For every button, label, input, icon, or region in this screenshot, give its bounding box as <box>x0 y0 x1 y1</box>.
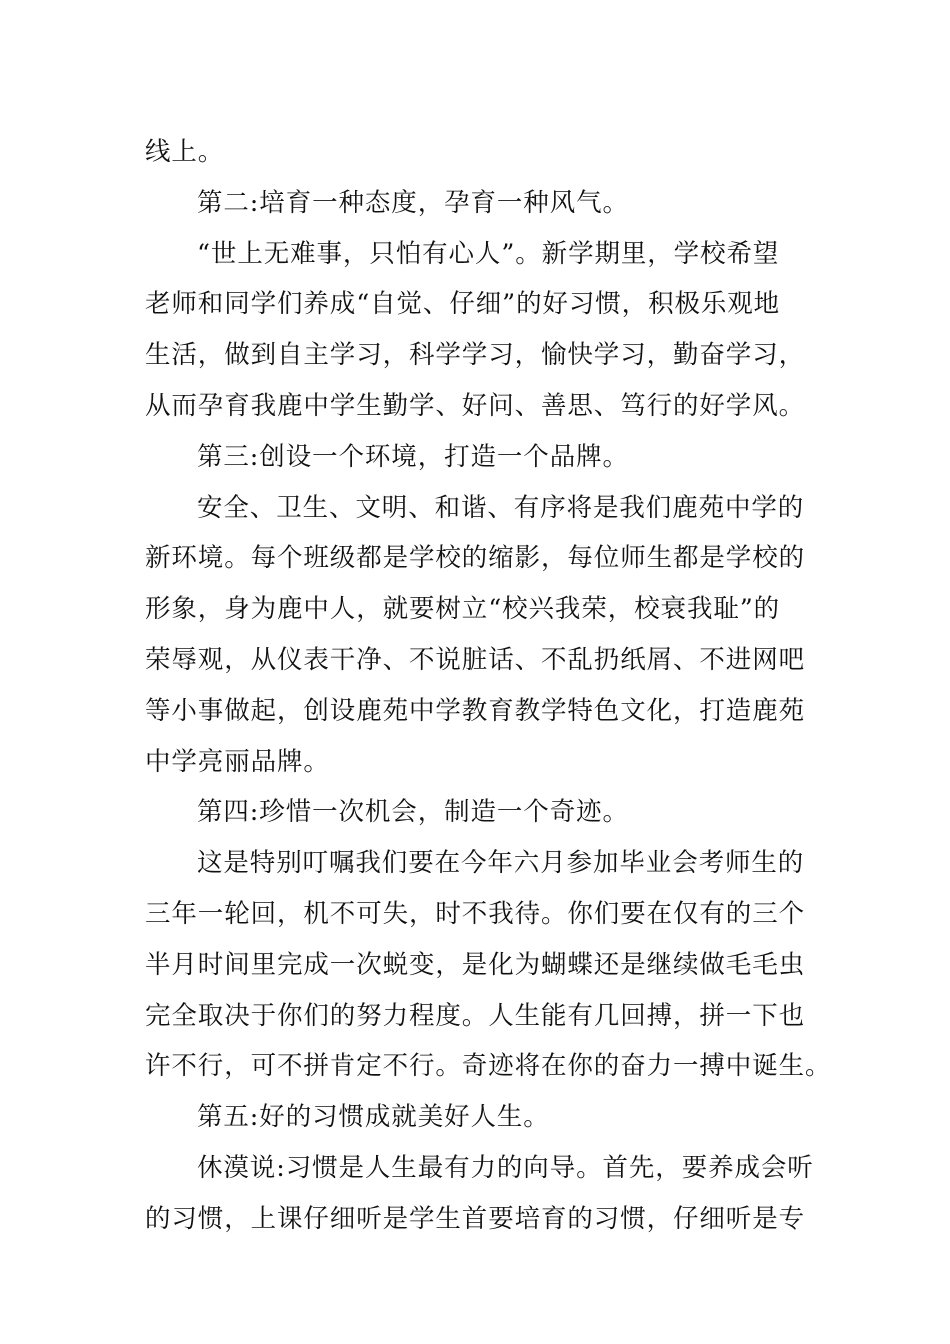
text-line: 线上。 <box>145 137 225 167</box>
text-line: 从而孕育我鹿中学生勤学、好问、善思、笃行的好学风。 <box>145 390 806 421</box>
text-line: 老师和同学们养成“自觉、仔细”的好习惯，积极乐观地 <box>145 289 781 320</box>
text-line: “世上无难事，只怕有心人”。新学期里，学校希望 <box>197 238 780 269</box>
text-line: 休漠说:习惯是人生最有力的向导。首先，要养成会听 <box>197 1152 814 1183</box>
section-heading: 第四:珍惜一次机会，制造一个奇迹。 <box>197 797 629 828</box>
text-line: 半月时间里完成一次蜕变，是化为蝴蝶还是继续做毛毛虫 <box>145 949 806 980</box>
section-heading: 第三:创设一个环境，打造一个品牌。 <box>197 441 629 472</box>
section-heading: 第五:好的习惯成就美好人生。 <box>197 1102 550 1133</box>
text-line: 这是特别叮嘱我们要在今年六月参加毕业会考师生的 <box>197 848 805 879</box>
text-line: 生活，做到自主学习，科学学习，愉快学习，勤奋学习， <box>145 340 806 371</box>
text-line: 形象，身为鹿中人，就要树立“校兴我荣，校衰我耻”的 <box>145 594 781 625</box>
text-line: 的习惯，上课仔细听是学生首要培育的习惯，仔细听是专 <box>145 1203 806 1234</box>
text-line: 完全取决于你们的努力程度。人生能有几回搏，拼一下也 <box>145 1000 806 1031</box>
text-line: 新环境。每个班级都是学校的缩影，每位师生都是学校的 <box>145 543 806 574</box>
section-heading: 第二:培育一种态度，孕育一种风气。 <box>197 187 629 218</box>
text-line: 许不行，可不拼肯定不行。奇迹将在你的奋力一搏中诞生。 <box>145 1051 832 1082</box>
body-text <box>145 127 832 1245</box>
text-line: 安全、卫生、文明、和谐、有序将是我们鹿苑中学的 <box>197 492 805 523</box>
text-line: 三年一轮回，机不可失，时不我待。你们要在仅有的三个 <box>145 898 806 929</box>
text-line: 荣辱观，从仪表干净、不说脏话、不乱扔纸屑、不进网吧 <box>145 644 806 675</box>
text-line: 中学亮丽品牌。 <box>145 746 330 777</box>
text-line: 等小事做起，创设鹿苑中学教育教学特色文化，打造鹿苑 <box>145 695 806 726</box>
